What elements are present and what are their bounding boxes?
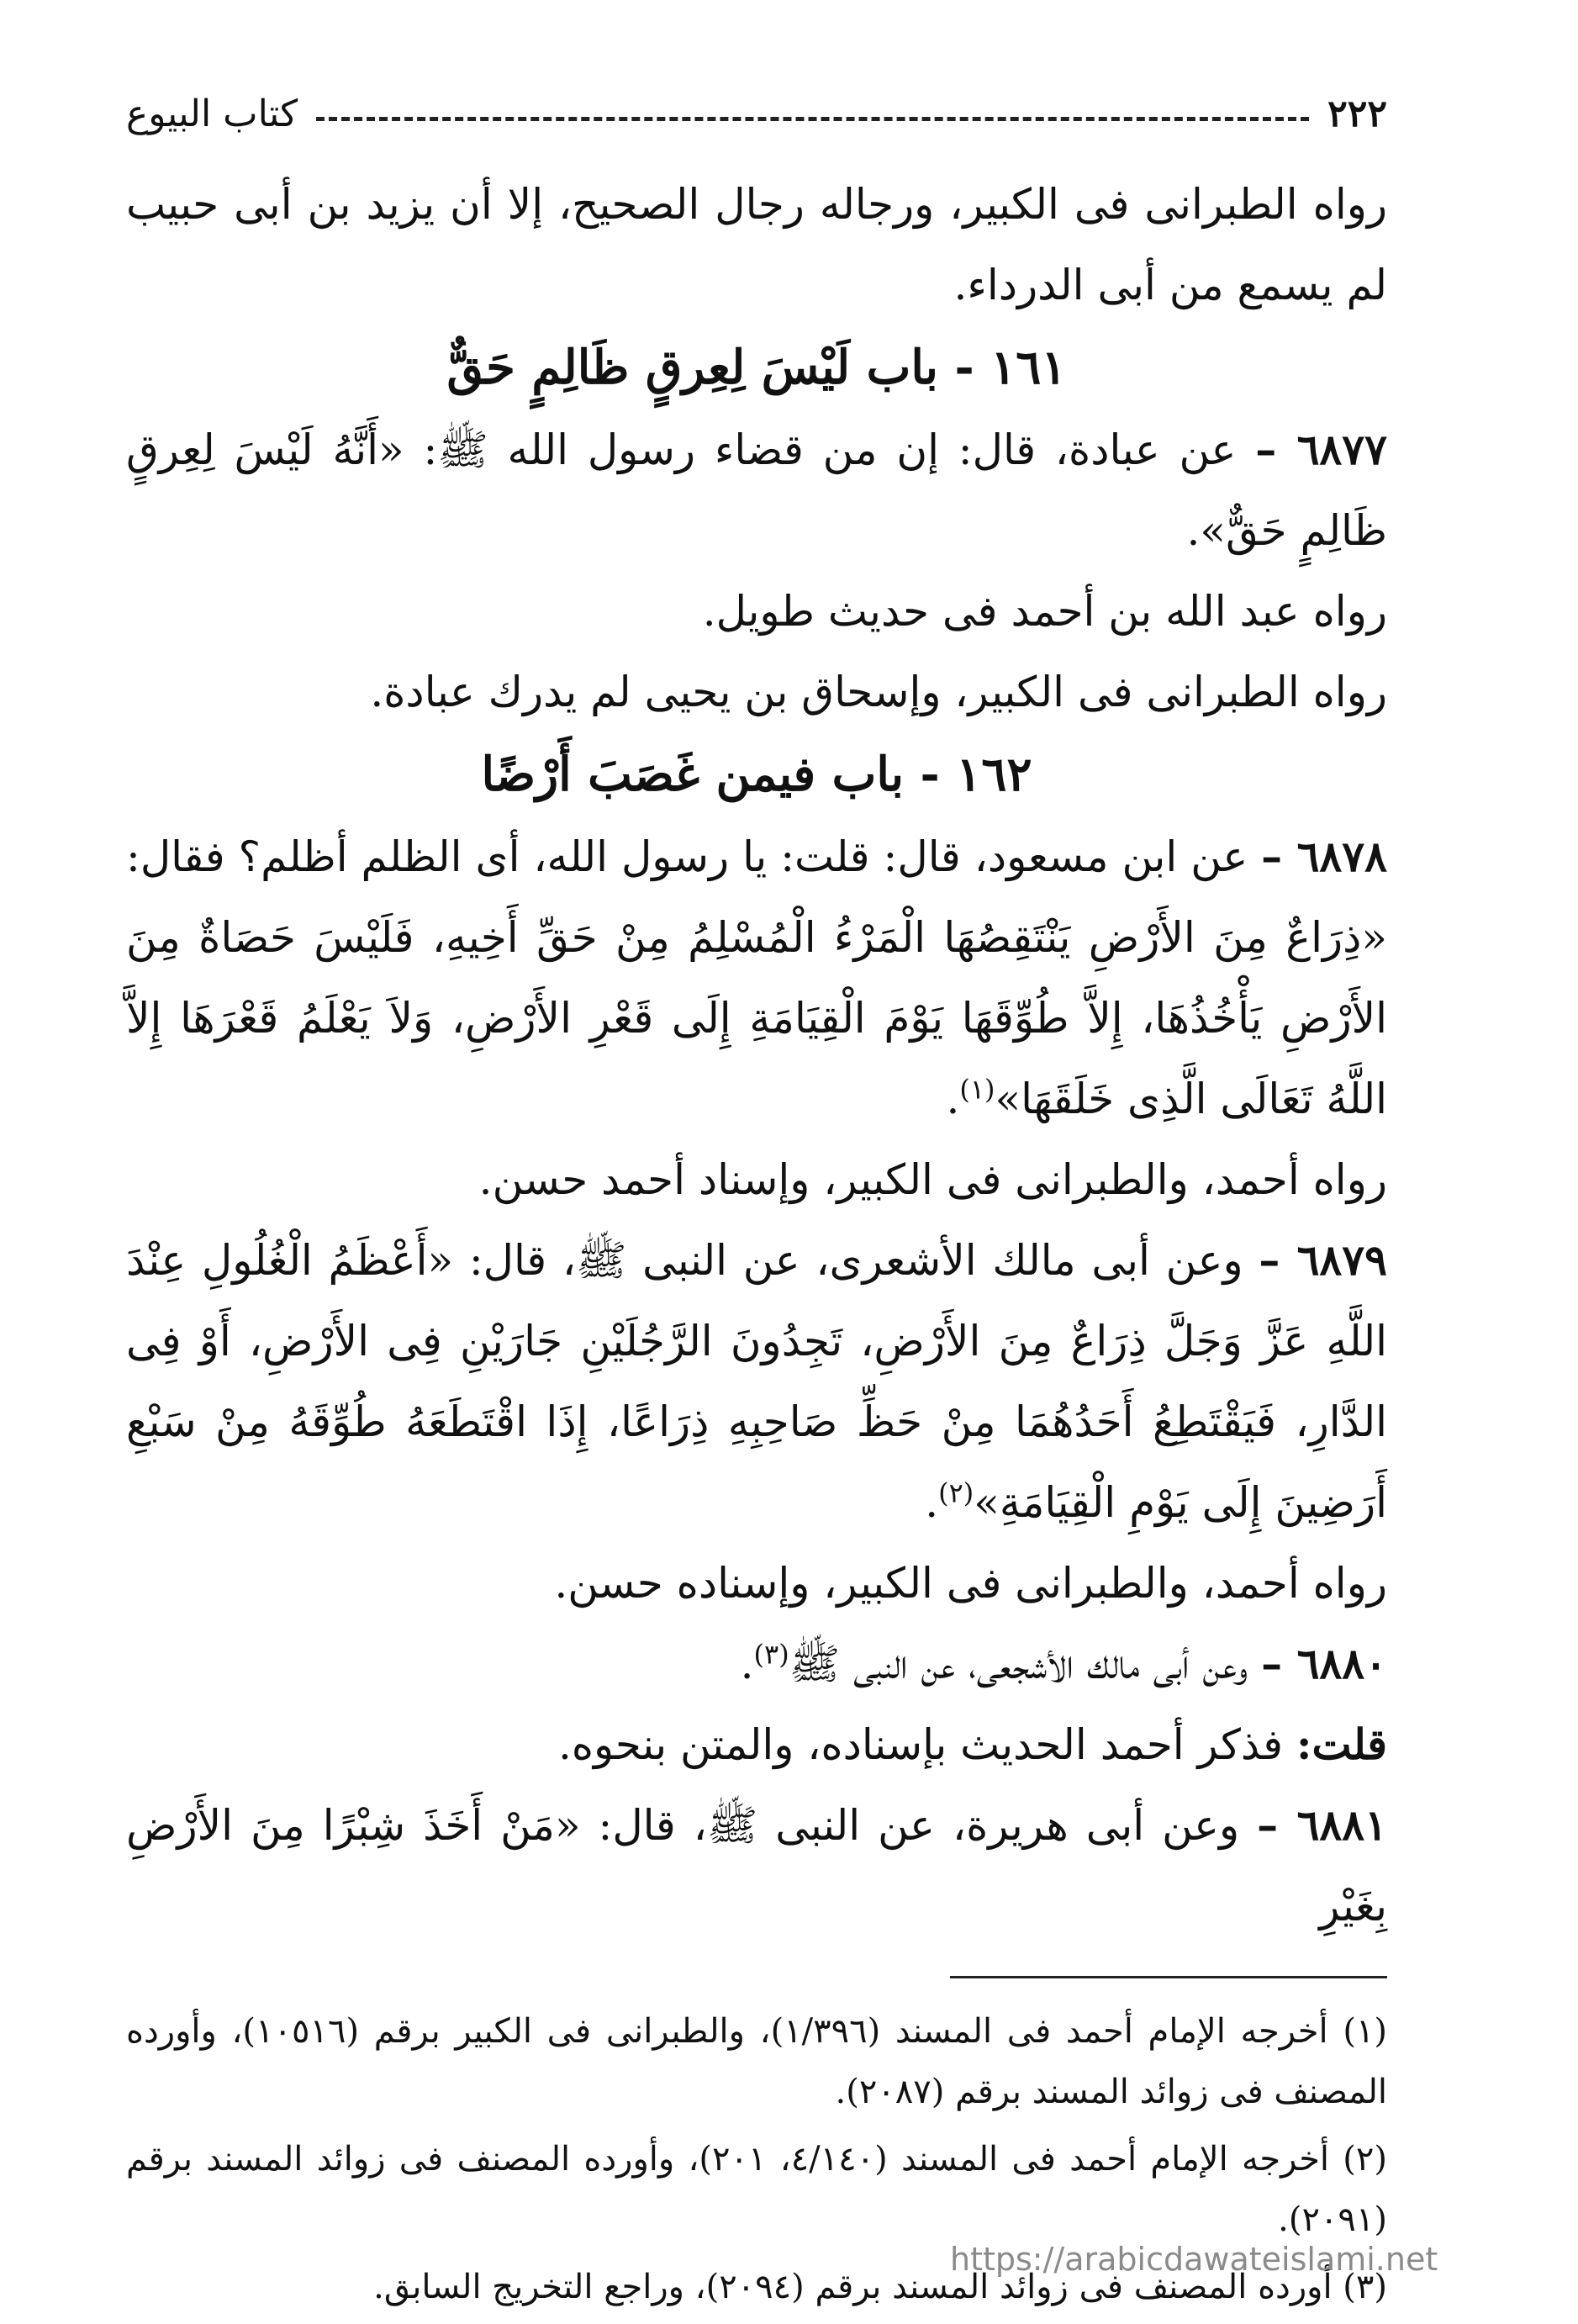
hadith-paragraph: ٦٨٧٨ – عن ابن مسعود، قال: قلت: يا رسول الله، أى الظلم أظلم؟ فقال: «ذِرَاعٌ مِنَ الأَرْضِ يَنْتَقِصُهَا الْمَرْءُ الْمُسْلِمُ مِنْ حَقِّ أَخِيهِ، فَلَيْسَ حَصَاةٌ مِنَ الأَرْضِ يَأْخُذُهَا، إِلاَّ طُوِّقَهَا يَوْمَ الْقِيَامَةِ إِلَى قَعْرِ الأَرْضِ، وَلاَ يَعْلَمُ قَعْرَهَا إِلاَّ اللَّهُ تَعَالَى الَّذِى خَلَقَهَا»$^{(١)}$. [126,832,1387,1123]
watermark-url: https://arabicdawateislami.net [950,2241,1438,2278]
hadith-number: ٦٨٨٠ – [1261,1639,1387,1688]
hadith-paragraph [126,1785,1387,1946]
footnote: (٢) أخرجه الإمام أحمد فى المسند (٤/١٤٠، ٢٠١)، وأورده المصنف فى زوائد المسند برقم (٢٠٩١). [126,2140,1388,2239]
hadith-number: ٦٨٧٨ – [1261,832,1387,881]
hadith-number: ٦٨٧٩ – [1259,1235,1387,1285]
hadith-paragraph: ٦٨٧٩ – وعن أبى مالك الأشعرى، عن النبى ﷺ، قال: «أَعْظَمُ الْغُلُولِ عِنْدَ اللَّهِ عَزَّ وَجَلَّ ذِرَاعٌ مِنَ الأَرْضِ، تَجِدُونَ الرَّجُلَيْنِ جَارَيْنِ فِى الأَرْضِ، أَوْ فِى الدَّارِ، فَيَقْتَطِعُ أَحَدُهُمَا مِنْ حَظِّ صَاحِبِهِ ذِرَاعًا، إِذَا اقْتَطَعَهُ طُوِّقَهُ مِنْ سَبْعِ أَرَضِينَ إِلَى يَوْمِ الْقِيَامَةِ»$^{(٢)}$. [126,1235,1387,1527]
hadith-text: وعن أبى مالك الأشعرى، عن النبى ﷺ، قال: «أَعْظَمُ الْغُلُولِ عِنْدَ اللَّهِ عَزَّ وَجَلَّ ذِرَاعٌ مِنَ الأَرْضِ، تَجِدُونَ الرَّجُلَيْنِ جَارَيْنِ فِى الأَرْضِ، أَوْ فِى الدَّارِ، فَيَقْتَطِعُ أَحَدُهُمَا مِنْ حَظِّ صَاحِبِهِ ذِرَاعًا، إِذَا اقْتَطَعَهُ طُوِّقَهُ مِنْ سَبْعِ أَرَضِينَ إِلَى يَوْمِ الْقِيَامَةِ» [126,1236,1387,1527]
hadith-text: وعن أبى هريرة، عن النبى ﷺ، قال: «مَنْ أَخَذَ شِبْرًا مِنَ الأَرْضِ بِغَيْرِ [126,1801,1387,1931]
paragraph: رواه عبد الله بن أحمد فى حديث طويل. [702,587,1387,636]
hadith-paragraph [126,409,1387,571]
hadith-text: عن ابن مسعود، قال: قلت: يا رسول الله، أى الظلم أظلم؟ فقال: «ذِرَاعٌ مِنَ الأَرْضِ يَنْتَقِصُهَا الْمَرْءُ الْمُسْلِمُ مِنْ حَقِّ أَخِيهِ، فَلَيْسَ حَصَاةٌ مِنَ الأَرْضِ يَأْخُذُهَا، إِلاَّ طُوِّقَهَا يَوْمَ الْقِيَامَةِ إِلَى قَعْرِ الأَرْضِ، وَلاَ يَعْلَمُ قَعْرَهَا إِلاَّ اللَّهُ تَعَالَى الَّذِى خَلَقَهَا» [126,832,1387,1123]
qult-text: فذكر أحمد الحديث بإسناده، والمتن بنحوه. [557,1720,1284,1769]
hadith-number: ٦٨٨١ – [1257,1800,1387,1850]
footnote: (٣) أورده المصنف فى زوائد المسند برقم (٢٠٩٤)، وراجع التخريج السابق. [373,2268,1387,2306]
hadith-number: ٦٨٧٧ – [1255,425,1387,474]
paragraph: رواه الطبرانى فى الكبير، وإسحاق بن يحيى لم يدرك عبادة. [370,668,1387,716]
book-title: كتاب البيوع [126,92,298,135]
page-number: ٢٢٢ [1327,92,1387,135]
paragraph: رواه أحمد، والطبرانى فى الكبير، وإسناد أحمد حسن. [478,1155,1387,1204]
hadith-paragraph: ٦٨٨٠ – وعن أبى مالك الأشجعى، عن النبى ﷺ$^{(٣)}$. [740,1638,1387,1688]
page-header [126,80,1387,147]
footnote-marker[interactable]: (٢) [938,1476,974,1509]
footnote: (١) أخرجه الإمام أحمد فى المسند (١/٣٩٦)، والطبرانى فى الكبير برقم (١٠٥١٦)، وأورده المصنف فى زوائد المسند برقم (٢٠٨٧). [126,2012,1388,2111]
chapter-heading: ١٦٢ - باب فيمن غَصَبَ أَرْضًا [481,747,1032,802]
hadith-text: وعن أبى مالك الأشجعى، عن النبى ﷺ [789,1640,1248,1688]
paragraph: رواه الطبرانى فى الكبير، ورجاله رجال الصحيح، إلا أن يزيد بن أبى حبيب لم يسمع من أبى الدرداء. [126,180,1387,309]
chapter-heading: ١٦١ - باب لَيْسَ لِعِرقٍ ظَالِمٍ حَقٌّ [446,340,1067,395]
hadith-text: عن عبادة، قال: إن من قضاء رسول الله ﷺ: «أَنَّهُ لَيْسَ لِعِرقٍ ظَالِمٍ حَقٌّ». [126,425,1387,555]
footnote-marker[interactable]: (١) [959,1073,995,1106]
document-page [126,80,1388,2306]
footnote-rule [950,1976,1387,1978]
qult-paragraph [126,1704,1387,1785]
qult-label: قلت: [1296,1719,1387,1769]
header-dashed-rule [316,117,1309,121]
paragraph: رواه أحمد، والطبرانى فى الكبير، وإسناده حسن. [554,1559,1387,1608]
main-text [126,164,1387,1946]
footnote-marker[interactable]: (٣) [753,1638,789,1671]
